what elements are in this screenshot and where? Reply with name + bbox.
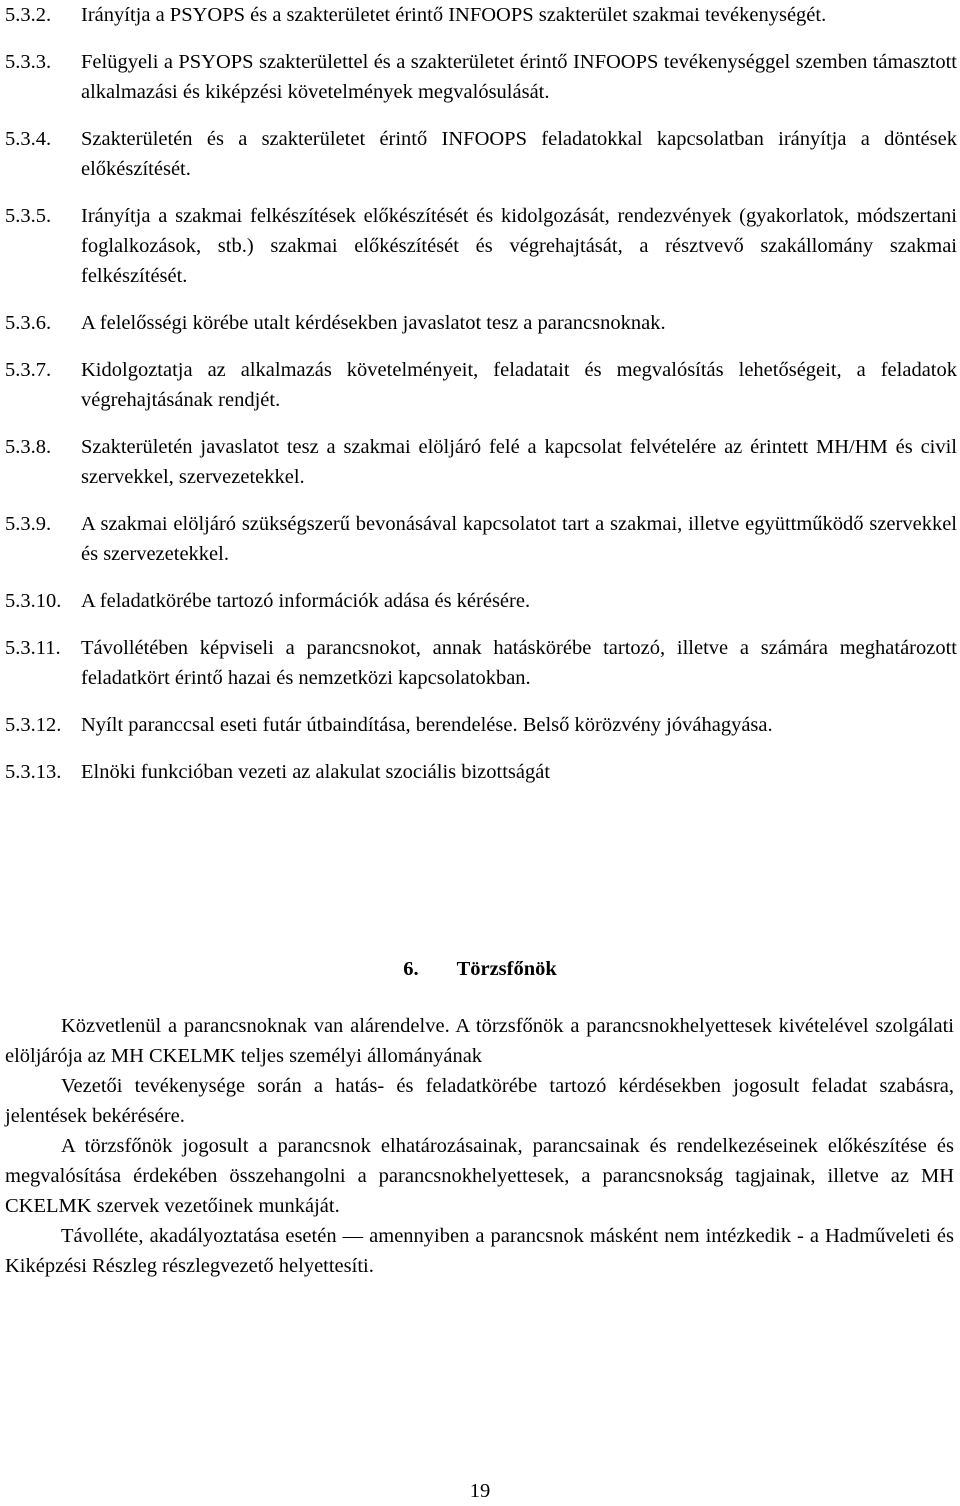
list-item bbox=[5, 509, 957, 569]
list-item bbox=[5, 355, 957, 415]
item-text: A feladatkörébe tartozó információk adása és kérésére. bbox=[81, 590, 531, 612]
item-number: 5.3.9. bbox=[5, 513, 52, 535]
item-number: 5.3.7. bbox=[5, 359, 52, 381]
body-paragraph: Közvetlenül a parancsnoknak van alárendelve. A törzsfőnök a parancsnokhelyettesek kivételével szolgálati elöljárója az MH CKELMK teljes személyi állományának bbox=[5, 1015, 954, 1067]
chapter-body bbox=[5, 1011, 954, 1281]
item-text: Felügyeli a PSYOPS szakterülettel és a szakterületet érintő INFOOPS tevékenységgel szemben támasztott alkalmazási és kiképzési követelmények megvalósulását. bbox=[81, 51, 957, 103]
list-item bbox=[5, 633, 957, 693]
item-text: Szakterületén és a szakterületet érintő INFOOPS feladatokkal kapcsolatban irányítja a döntések előkészítését. bbox=[81, 128, 957, 180]
item-number: 5.3.10. bbox=[5, 590, 62, 612]
item-text: Nyílt paranccsal eseti futár útbaindítása, berendelése. Belső körözvény jóváhagyása. bbox=[81, 714, 773, 736]
body-paragraph: Távolléte, akadályoztatása esetén — amennyiben a parancsnok másként nem intézkedik - a Hadműveleti és Kiképzési Részleg részlegvezető helyettesíti. bbox=[5, 1225, 954, 1277]
chapter-heading bbox=[0, 954, 960, 984]
item-text: Kidolgoztatja az alkalmazás követelményeit, feladatait és megvalósítás lehetőségeit, a feladatok végrehajtásának rendjét. bbox=[81, 359, 957, 411]
list-item bbox=[5, 0, 957, 30]
item-number: 5.3.6. bbox=[5, 312, 52, 334]
item-number: 5.3.12. bbox=[5, 714, 62, 736]
item-text: Irányítja a szakmai felkészítések előkészítését és kidolgozását, rendezvények (gyakorlatok, módszertani foglalkozások, stb.) szakmai előkészítését és végrehajtását, a résztvevő szakállomány szakmai felkészítését. bbox=[81, 205, 957, 287]
item-text: A felelősségi körébe utalt kérdésekben javaslatot tesz a parancsnoknak. bbox=[81, 312, 666, 334]
page-number: 19 bbox=[469, 1480, 491, 1502]
item-text: A szakmai elöljáró szükségszerű bevonásával kapcsolatot tart a szakmai, illetve együttműködő szervekkel és szervezetekkel. bbox=[81, 513, 957, 565]
item-text: Elnöki funkcióban vezeti az alakulat szociális bizottságát bbox=[81, 761, 551, 783]
item-number: 5.3.11. bbox=[5, 637, 61, 659]
list-item bbox=[5, 586, 957, 616]
item-text: Távollétében képviseli a parancsnokot, annak hatáskörébe tartozó, illetve a számára meghatározott feladatkört érintő hazai és nemzetközi kapcsolatokban. bbox=[81, 637, 957, 689]
chapter-number: 6. bbox=[403, 958, 419, 980]
item-number: 5.3.4. bbox=[5, 128, 52, 150]
item-number: 5.3.8. bbox=[5, 436, 52, 458]
item-number: 5.3.13. bbox=[5, 761, 62, 783]
body-paragraph: A törzsfőnök jogosult a parancsnok elhatározásainak, parancsainak és rendelkezéseinek előkészítése és megvalósítása érdekében összehangolni a parancsnokhelyettesek, a parancsnokság tagjainak, illetve az MH CKELMK szervek vezetőinek munkáját. bbox=[5, 1135, 954, 1217]
list-item bbox=[5, 47, 957, 107]
item-text: Szakterületén javaslatot tesz a szakmai elöljáró felé a kapcsolat felvételére az érintett MH/HM és civil szervekkel, szervezetekkel. bbox=[81, 436, 957, 488]
item-text: Irányítja a PSYOPS és a szakterületet érintő INFOOPS szakterület szakmai tevékenységét. bbox=[81, 4, 827, 26]
list-item bbox=[5, 757, 957, 787]
list-item bbox=[5, 710, 957, 740]
list-item bbox=[5, 432, 957, 492]
numbered-list bbox=[5, 0, 957, 804]
list-item bbox=[5, 201, 957, 291]
item-number: 5.3.5. bbox=[5, 205, 52, 227]
body-paragraph: Vezetői tevékenysége során a hatás- és feladatkörébe tartozó kérdésekben jogosult feladat szabásra, jelentések bekérésére. bbox=[5, 1075, 954, 1127]
list-item bbox=[5, 308, 957, 338]
item-number: 5.3.3. bbox=[5, 51, 52, 73]
list-item bbox=[5, 124, 957, 184]
chapter-title: Törzsfőnök bbox=[456, 958, 557, 980]
item-number: 5.3.2. bbox=[5, 4, 52, 26]
